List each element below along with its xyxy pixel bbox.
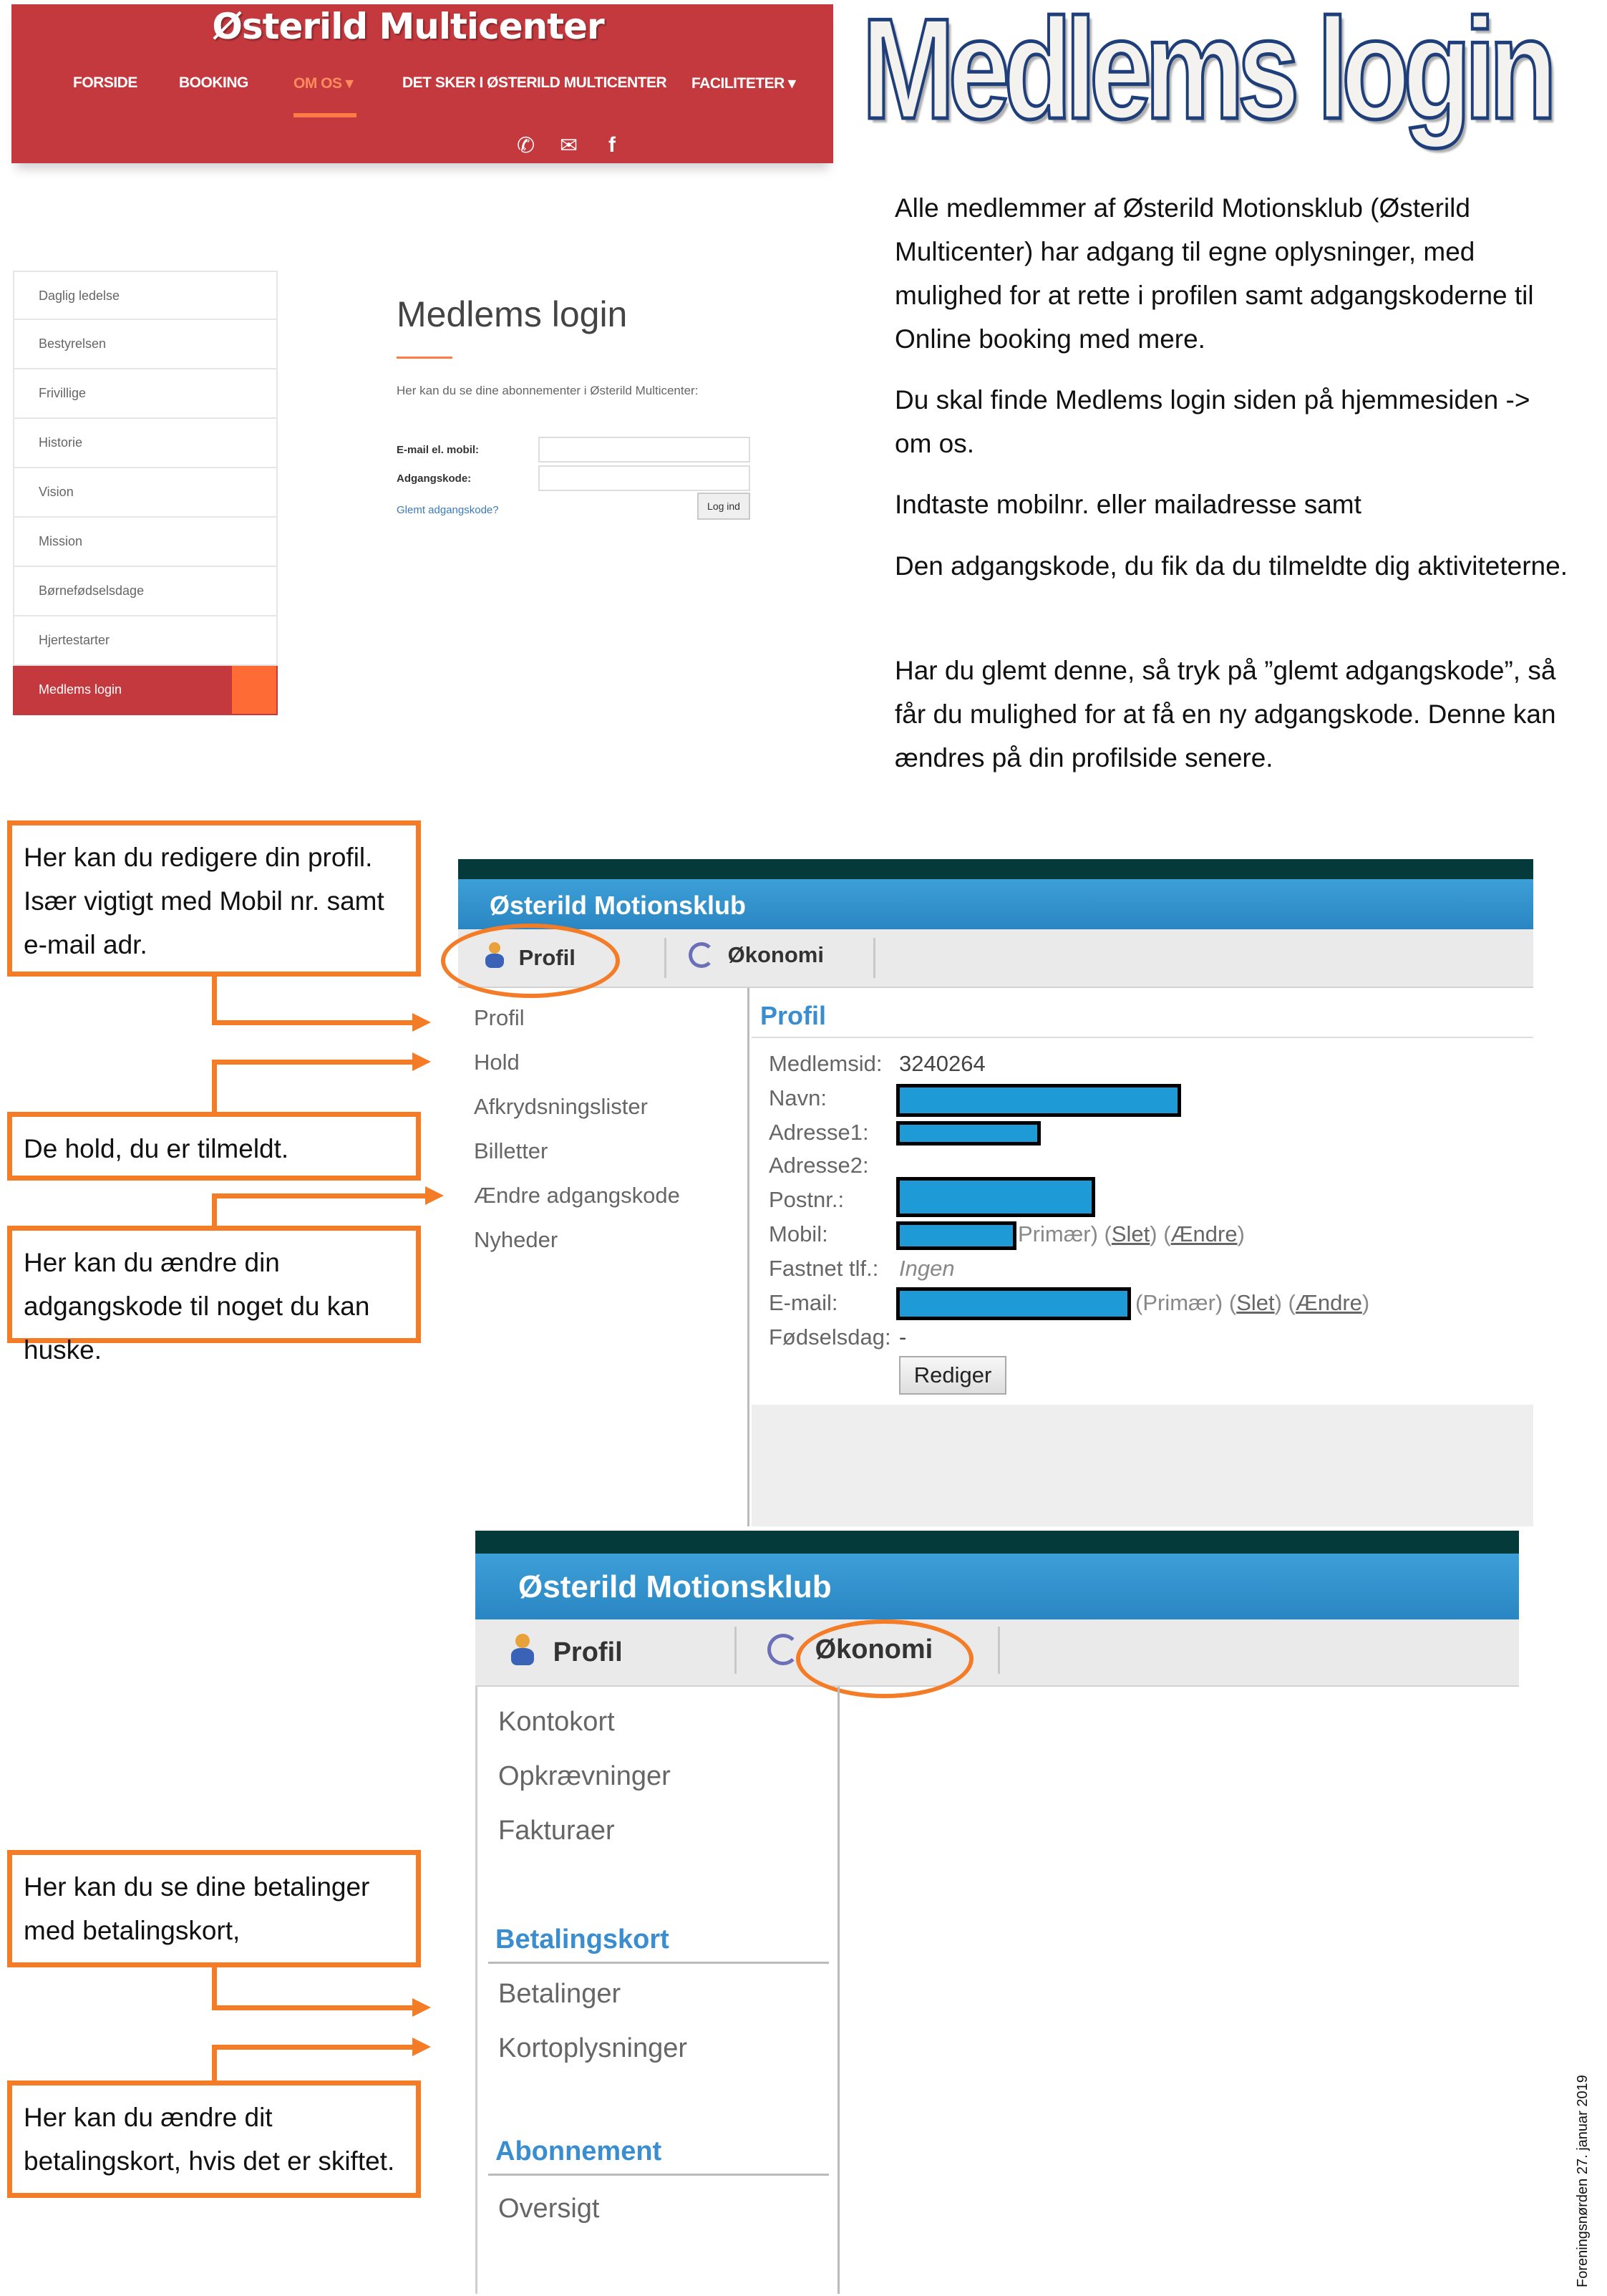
side-item-daglig-ledelse[interactable]: Daglig ledelse [13,271,278,320]
app2-menu-oversigt[interactable]: Oversigt [498,2194,600,2224]
redacted-mobil [896,1221,1016,1250]
tab-separator [998,1627,1000,1674]
callout-profil: Her kan du redigere din profil. Især vigtigt med Mobil nr. samt e-mail adr. [7,820,421,977]
login-title: Medlems login [397,294,628,334]
site-logo[interactable]: Østerild Multicenter [212,6,604,47]
password-label: Adgangskode: [397,473,472,485]
mobil-label: Mobil: [769,1221,828,1246]
callout-betalinger: Her kan du se dine betalinger med betalingskort, [7,1850,421,1967]
email-primaer: (Primær) ( [1135,1290,1237,1315]
login-title-underline [397,357,452,359]
connector-line [212,1193,217,1228]
connector-line [212,2045,415,2050]
nav-forside[interactable]: FORSIDE [73,74,137,91]
mobil-sep: ) ( [1150,1221,1171,1246]
app1-menu-profil[interactable]: Profil [474,1005,525,1030]
redacted-adresse1 [896,1121,1041,1145]
navn-label: Navn: [769,1085,827,1110]
facebook-icon[interactable]: f [608,133,616,157]
intro-paragraph-2: Du skal finde Medlems login siden på hjemmesiden -> om os. [895,385,1530,458]
section-abonnement: Abonnement [495,2136,662,2166]
arrow-head [412,1052,431,1071]
side-item-medlems-login-label: Medlems login [39,682,122,697]
nav-det-sker[interactable]: DET SKER I ØSTERILD MULTICENTER [402,74,667,91]
app1-panel-footer [752,1405,1533,1526]
arrow-head [412,1013,431,1032]
page-heading: Medlems login [862,0,1550,149]
side-item-medlems-login[interactable] [13,666,278,715]
email-slet-link[interactable]: Slet [1236,1290,1275,1315]
email-aendre-link[interactable]: Ændre [1295,1290,1362,1315]
phone-icon[interactable]: ✆ [517,134,535,158]
connector-line [212,977,217,1025]
adresse1-label: Adresse1: [769,1120,869,1145]
foedselsdag-value: - [899,1324,907,1350]
mobil-primaer: Primær) ( [1018,1221,1112,1246]
app1-topbar [458,859,1533,879]
nav-active-underline [293,113,356,117]
arrow-head [412,1998,431,2017]
email-sep: ) ( [1274,1290,1296,1315]
nav-om-os[interactable]: OM OS ▾ [293,75,353,92]
connector-line [212,1020,415,1025]
app2-tabs [475,1619,1519,1687]
mail-icon[interactable]: ✉ [560,134,578,158]
app2-menu-kontokort[interactable]: Kontokort [498,1707,615,1737]
fastnet-label: Fastnet tlf.: [769,1256,879,1281]
section-rule [488,1962,829,1964]
intro-paragraph-1: Alle medlemmer af Østerild Motionsklub (Østerild Multicenter) har adgang til egne oplysninger, med mulighed for at rette i profilen samt adgangskoderne til Online booking med mere. [895,193,1534,354]
postnr-label: Postnr.: [769,1187,845,1212]
side-item-mission[interactable]: Mission [13,518,278,567]
app2-topbar [475,1531,1519,1554]
app1-panel-rule [752,1037,1533,1038]
medlemsid-value: 3240264 [899,1051,986,1076]
app1-title: Østerild Motionsklub [458,879,1533,929]
highlight-circle-profil [441,924,620,998]
arrow-head [412,2038,431,2056]
app1-tab-oekonomi[interactable] [689,942,824,968]
intro-paragraph-3: Indtaste mobilnr. eller mailadresse samt [895,490,1361,519]
callout-hold: De hold, du er tilmeldt. [7,1112,421,1181]
app1-divider [747,988,749,1526]
app2-tab-profil[interactable] [511,1634,623,1668]
app2-title: Østerild Motionsklub [475,1554,1519,1619]
section-betalingskort: Betalingskort [495,1924,669,1954]
adresse2-label: Adresse2: [769,1153,869,1178]
economy-icon [689,942,714,968]
side-item-bestyrelsen[interactable]: Bestyrelsen [13,320,278,369]
side-item-hjertestarter[interactable]: Hjertestarter [13,616,278,666]
callout-kortoplysninger: Her kan du ændre dit betalingskort, hvis det er skiftet. [7,2081,421,2198]
tab-separator [664,938,666,978]
email-extra [1135,1290,1369,1316]
fastnet-value: Ingen [899,1256,955,1281]
footer-credit: Foreningsnørden 27. januar 2019 [1575,2075,1591,2287]
intro-paragraph-5: Har du glemt denne, så tryk på ”glemt adgangskode”, så får du mulighed for at få en ny adgangskode. Denne kan ændres på din profilside senere. [895,656,1556,772]
email-label-profile: E-mail: [769,1290,838,1315]
connector-line [212,2005,415,2010]
password-input[interactable] [538,465,750,491]
arrow-head [425,1186,444,1205]
economy-icon [767,1634,799,1665]
app2-menu-fakturaer[interactable]: Fakturaer [498,1816,615,1846]
connector-line [212,1967,217,2010]
callout-adgangskode: Her kan du ændre din adgangskode til noget du kan huske. [7,1226,421,1343]
mobil-aendre-link[interactable]: Ændre [1170,1221,1238,1246]
app2-menu-kortoplysninger[interactable]: Kortoplysninger [498,2033,688,2063]
redacted-email [896,1287,1131,1320]
redacted-postnr [896,1177,1095,1217]
app2-tab-oekonomi-label: Økonomi [815,1634,933,1665]
login-subtitle: Her kan du se dine abonnementer i Østerild Multicenter: [397,384,699,397]
redacted-navn [896,1084,1181,1117]
side-item-vision[interactable]: Vision [13,468,278,518]
connector-line [212,1193,432,1198]
forgot-password-link[interactable]: Glemt adgangskode? [397,504,499,516]
app1-menu-nyheder[interactable]: Nyheder [474,1227,558,1252]
app1-panel-title: Profil [760,1001,827,1030]
side-item-frivillige[interactable]: Frivillige [13,369,278,419]
side-menu [13,271,278,715]
email-close: ) [1361,1290,1370,1315]
person-icon [511,1634,534,1667]
mobil-close: ) [1237,1221,1245,1246]
app2-divider [838,1687,840,2294]
app1-menu-afkrydsningslister[interactable]: Afkrydsningslister [474,1094,648,1119]
connector-line [212,2045,217,2083]
login-button[interactable]: Log ind [697,493,750,520]
nav-faciliteter[interactable]: FACILITETER ▾ [691,75,796,92]
foedselsdag-label: Fødselsdag: [769,1324,891,1350]
tab-separator [873,938,875,978]
app1-menu-billetter[interactable]: Billetter [474,1138,548,1163]
intro-paragraph-4: Den adgangskode, du fik da du tilmeldte dig aktiviteterne. [895,551,1568,581]
app2-tab-profil-label: Profil [553,1637,623,1667]
mobil-extra [1018,1221,1245,1247]
nav-booking[interactable]: BOOKING [179,74,248,91]
app2-menu-opkraevninger[interactable]: Opkrævninger [498,1761,671,1791]
highlight-circle-oekonomi [796,1619,974,1698]
medlemsid-label: Medlemsid: [769,1051,883,1076]
rediger-button[interactable]: Rediger [899,1356,1006,1395]
connector-line [212,1060,415,1065]
email-input[interactable] [538,437,750,462]
app2-left-edge [475,1687,477,2294]
side-item-historie[interactable]: Historie [13,419,278,468]
app1-menu-aendre-adgangskode[interactable]: Ændre adgangskode [474,1183,680,1208]
app2-menu-betalinger[interactable]: Betalinger [498,1979,621,2009]
connector-line [212,1060,217,1114]
app1-menu-hold[interactable]: Hold [474,1050,520,1075]
mobil-slet-link[interactable]: Slet [1111,1221,1150,1246]
section-rule [488,2174,829,2176]
side-item-boernefoedselsdage[interactable]: Børnefødselsdage [13,567,278,616]
app1-tab-profil-label: Profil [518,945,576,970]
app1-tab-oekonomi-label: Økonomi [727,942,824,967]
tab-separator [734,1627,737,1674]
email-label: E-mail el. mobil: [397,444,480,456]
